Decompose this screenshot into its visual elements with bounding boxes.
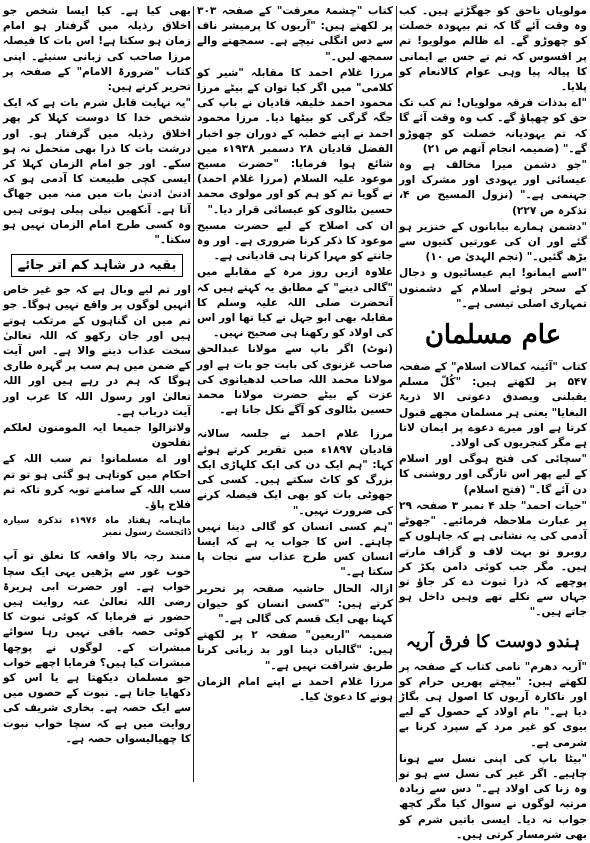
verse-line: ولاتزالوا جمیعا ایہ المومنون لعلکم تفلحون: [3, 422, 191, 450]
section-headline: عام مسلمان: [424, 320, 562, 351]
article-paragraph: (نوٹ) اگر باپ سے مولانا عبدالحق صاحب غزنوی کی بابت جو بات ہے اور مولانا محمد اللہ صاحب لدھیانوی کی عزت کے بیٹے حضرت مولانا محمد حسین بٹالوی کو آگے نکل جانا ہے۔: [197, 343, 393, 417]
article-paragraph: "بیٹا باپ کی اپنی نسل سے ہونا چاہیے۔ اگر غیر کی نسل سے ہو تو وہ زنا کی اولاد ہے۔" دس سے زیادہ مرتبہ لوگوں نے سوال کیا مگر کچھ جواب نہ دیا۔ ایسی باتیں شرم کو بھی شرمسار کرتی ہیں۔: [399, 752, 587, 841]
article-paragraph: "اے بدذات فرقہ مولویاں! تم کب تک حق کو چھپاؤ گے۔ کب وہ وقت آئے گا کہ تم یہودیانہ خصلت کو چھوڑو گے۔" (ضمیمہ انجام آتھم ص ۲۱): [399, 97, 587, 155]
source-credit: ماہنامہ ہفتاد ماہ ۱۹۷۶ء تذکرہ سیارہ ڈائجسٹ رسول نمبر: [3, 516, 191, 539]
article-paragraph: "حیات احمد" جلد ۴ نمبر ۳ صفحہ ۲۹ پر عبارت ملاحظہ فرمائیے۔ "جھوٹے آدمی کی یہ نشانی ہے کہ جاہلوں کے روبرو تو بہت لاف و گزاف مارتے ہیں۔ مگر جب کوئی دامن پکڑ کر پوچھے کہ ذرا ثبوت دے کر جاؤ تو جہاں سے نکلے تھے وہیں داخل ہو جاتے ہیں۔": [399, 499, 587, 619]
article-paragraph: مرزا غلام احمد نے اپنے امام الزمان ہونے کا دعویٰ کیا۔: [197, 675, 393, 703]
article-paragraph: ازالہ الحال حاشیہ صفحہ پر تحریر کرتے ہیں: "کسی انسان کو حیوان کہنا بھی ایک قسم کی گالی ہے۔": [197, 582, 393, 625]
article-paragraph: ان کی اصلاح کے لیے حضرت مسیح موعود کا ذکر کرنا ضروری ہے۔ اور وہ جانتے کو مہرا کرنا ہی قادیانی ہے۔: [197, 219, 393, 263]
article-paragraph: "سچائی کی فتح ہوگی اور اسلام کے لیے پھر اس تازگی اور روشنی کا دن آئے گا۔" (فتح اسلام): [399, 453, 587, 496]
article-paragraph: ضمیمہ "اربعین" صفحہ ۲ پر لکھتے ہیں: "گالیاں دینا اور بد زبانی کرنا طریق شرافت نہیں ہے۔": [197, 629, 393, 672]
article-paragraph: بھی کیا ہے۔ کیا ایسا شخص جو اخلاق رذیلہ میں گرفتار ہو امام زمان ہو سکتا ہے! اس بات کا فیصلہ مرزا صاحب کی زبانی سنیئے۔ اپنی کتاب "ضرورۃ الامام" کے صفحہ پر تحریر کرتے ہیں:: [3, 5, 191, 94]
quoted-paragraph: "یہ نہایت قابل شرم بات ہے کہ ایک شخص خدا کا دوست کہلا کر پھر اخلاق رذیلہ میں گرفتار ہو۔ اور درشت بات کا ذرا بھی متحمل نہ ہو سکے۔ اور جو امام الزمان کہلا کر ایسی کچی طبیعت کا آدمی ہو کہ ادنیٰ ادنیٰ بات میں منہ میں جھاگ آتا ہے۔ آنکھیں نیلی پیلی ہوتی ہیں وہ کسی طرح امام الزمان نہیں ہو سکتا۔": [3, 97, 191, 247]
article-paragraph: مولویاں ناحق کو جھگڑتے ہیں۔ کب وہ وقت آئے گا کہ تم بیہودہ خصلت کو چھوڑو گے۔ اے ظالم مولویو! تم پر افسوس کہ تم نے جس بے ایمانی کا پیالہ پیا وہی عوام کالانعام کو پلایا۔: [399, 5, 587, 94]
article-paragraph: "دشمن ہمارے بیابانوں کے خنزیر ہو گئے اور ان کی عورتیں کتیوں سے بڑھ گئیں۔" (نجم الہدیٰ ص ۱۰): [399, 220, 587, 264]
article-paragraph: علاوہ ازیں روز مرہ کے مقابلے میں "گالی دینے" کے مطابق یہ کہتے ہیں کہ آنحضرت صلی اللہ علیہ وسلم کا مقابلہ بھی ابو جہل نے کیا تھا اور اس کی اولاد کو رکھنا ہی صحیح نہیں۔: [197, 266, 393, 340]
article-paragraph: منند رجہ بالا واقعہ کا تعلق تو آپ خوب غور سے پڑھیں یہی ایک سچا خواب ہے۔ اور حضرت ابی ہریرۃ رضی اللہ تعالیٰ عنہ روایت ہیں حضور نے فرمایا کہ کوئی نبوت کا کوئی حصہ باقی نہیں رہا سوائے مبشرات کے۔ لوگوں نے پوچھا مبشرات کیا ہیں؟ فرمایا اچھے خواب جو مسلمان دیکھتا ہے یا اس کو دکھایا جاتا ہے۔ نبوت کے حصوں میں سے ایک حصہ ہے۔ بخاری شریف کی روایت میں ہے کہ سچا خواب نبوت کا چھیالیسواں حصہ ہے۔: [3, 550, 191, 745]
continuation-box-heading: بقیہ در شاہد کم اتر جائے: [11, 254, 183, 277]
paragraph-gap: [197, 419, 393, 427]
paragraph-gap: [3, 541, 191, 549]
article-paragraph: مرزا غلام احمد نے جلسہ سالانہ قادیان ۱۸۹۷ء میں تقریر کرتے ہوئے کہا: "ہم ایک دن کی ایک کلہاڑی ایک بزرگ کو کاٹ سکتے ہیں۔ کسی کی جھوٹی بات کو بھی ایک فیصلہ کرنے کی ضرورت نہیں۔": [197, 428, 393, 517]
article-paragraph: کتاب "چشمۂ معرفت" کے صفحہ ۳۰۳ پر لکھتے ہیں: "آریوں کا پرمیشر ناف سے دس انگلی نیچے ہے۔ سمجھنے والے سمجھ لیں۔": [197, 5, 393, 63]
right-column: [399, 4, 587, 841]
middle-column: [197, 4, 393, 784]
article-paragraph: اور اے مسلمانو! تم سب اللہ کے احکام میں کوتاہی ہو گئی ہو تو تم سب اللہ کے سامنے توبہ کرو تاکہ تم فلاح پاؤ۔: [3, 453, 191, 512]
article-paragraph: "اسے ایمانو! ایم عیسائیوں و دجال کے سحر ہوئے اسلام کے دشمنوں تمہاری اصلی تیسی ہے۔": [399, 267, 587, 310]
article-paragraph: "جو دشمن میرا مخالف ہے وہ عیسائی اور یہودی اور مشرک اور جہنمی ہے۔" (نزول المسیح ص ۴، تذکرہ ص ۲۲۷): [399, 159, 587, 217]
section-headline: ہندو دوست کا فرق آریہ: [405, 631, 581, 652]
article-paragraph: اور تم لیے وبال ہے کہ جو غیر خاص انہیں لوگوں پر واقع نہیں ہوگا۔ جو تم میں ان گناہوں کے مرتکب ہوتے ہیں اور جان رکھو کہ اللہ تعالیٰ سخت عذاب دینے والا ہے۔ اس آیت کے ضمن میں ہم سب پر گہرہ طاری ہوگا کہ ہم در رہے ہیں اور اللہ تعالیٰ اور رسول اللہ کا عرب اور آیت درباب ہے۔: [3, 284, 191, 418]
column-divider: [193, 6, 194, 782]
article-paragraph: "ہم کسی انسان کو گالی دینا نہیں چاہتے۔ اس کا جواب یہ ہے کہ ایسا انسان کس طرح عذاب سے نجات پا سکتا ہے۔": [197, 520, 393, 579]
left-column: [3, 4, 191, 784]
article-paragraph: مرزا غلام احمد کا مقابلہ "شیر کو کلامی" میں اگر کیا توان کے بیٹے مرزا محمود احمد خلیفہ قادیان نے باپ کی جگہ گرگی کو بیٹھا دیا۔ مرزا محمود احمد نے اپنے خطبہ کے دوران جو اخبار الفضل قادیان ۲۸ دسمبر ۱۹۳۸ء میں شائع ہوا فرمایا: "حضرت مسیح موعود علیہ السلام (مرزا غلام احمد) نے گویا تم کو ہم کو اور مولوی محمد حسین بٹالوی کو عیسائی قرار دیا۔": [197, 66, 393, 216]
article-paragraph: کتاب "آئینہ کمالات اسلام" کے صفحہ ۵۴۷ پر لکھتے ہیں: "کُلّ مسلم یقبلنی ویصدق دعوتی الا ذریۃ البغایا" یعنی ہر مسلمان مجھے قبول کرتا ہے اور میرے دعوے پر ایمان لاتا ہے مگر کنجریوں کی اولاد۔: [399, 361, 587, 450]
article-paragraph: "آریہ دھرم" نامی کتاب کے صفحہ پر لکھتے ہیں: "بیچتے پھریں حرام کو اور ناکارہ آریوں کا اصول ہی بگاڑ دیا ہے۔" نام اولاد کے حصول کے لیے بیوی کو غیر مرد کے سپرد کرنا بے شرمی ہے۔: [399, 660, 587, 749]
column-divider: [396, 6, 397, 782]
